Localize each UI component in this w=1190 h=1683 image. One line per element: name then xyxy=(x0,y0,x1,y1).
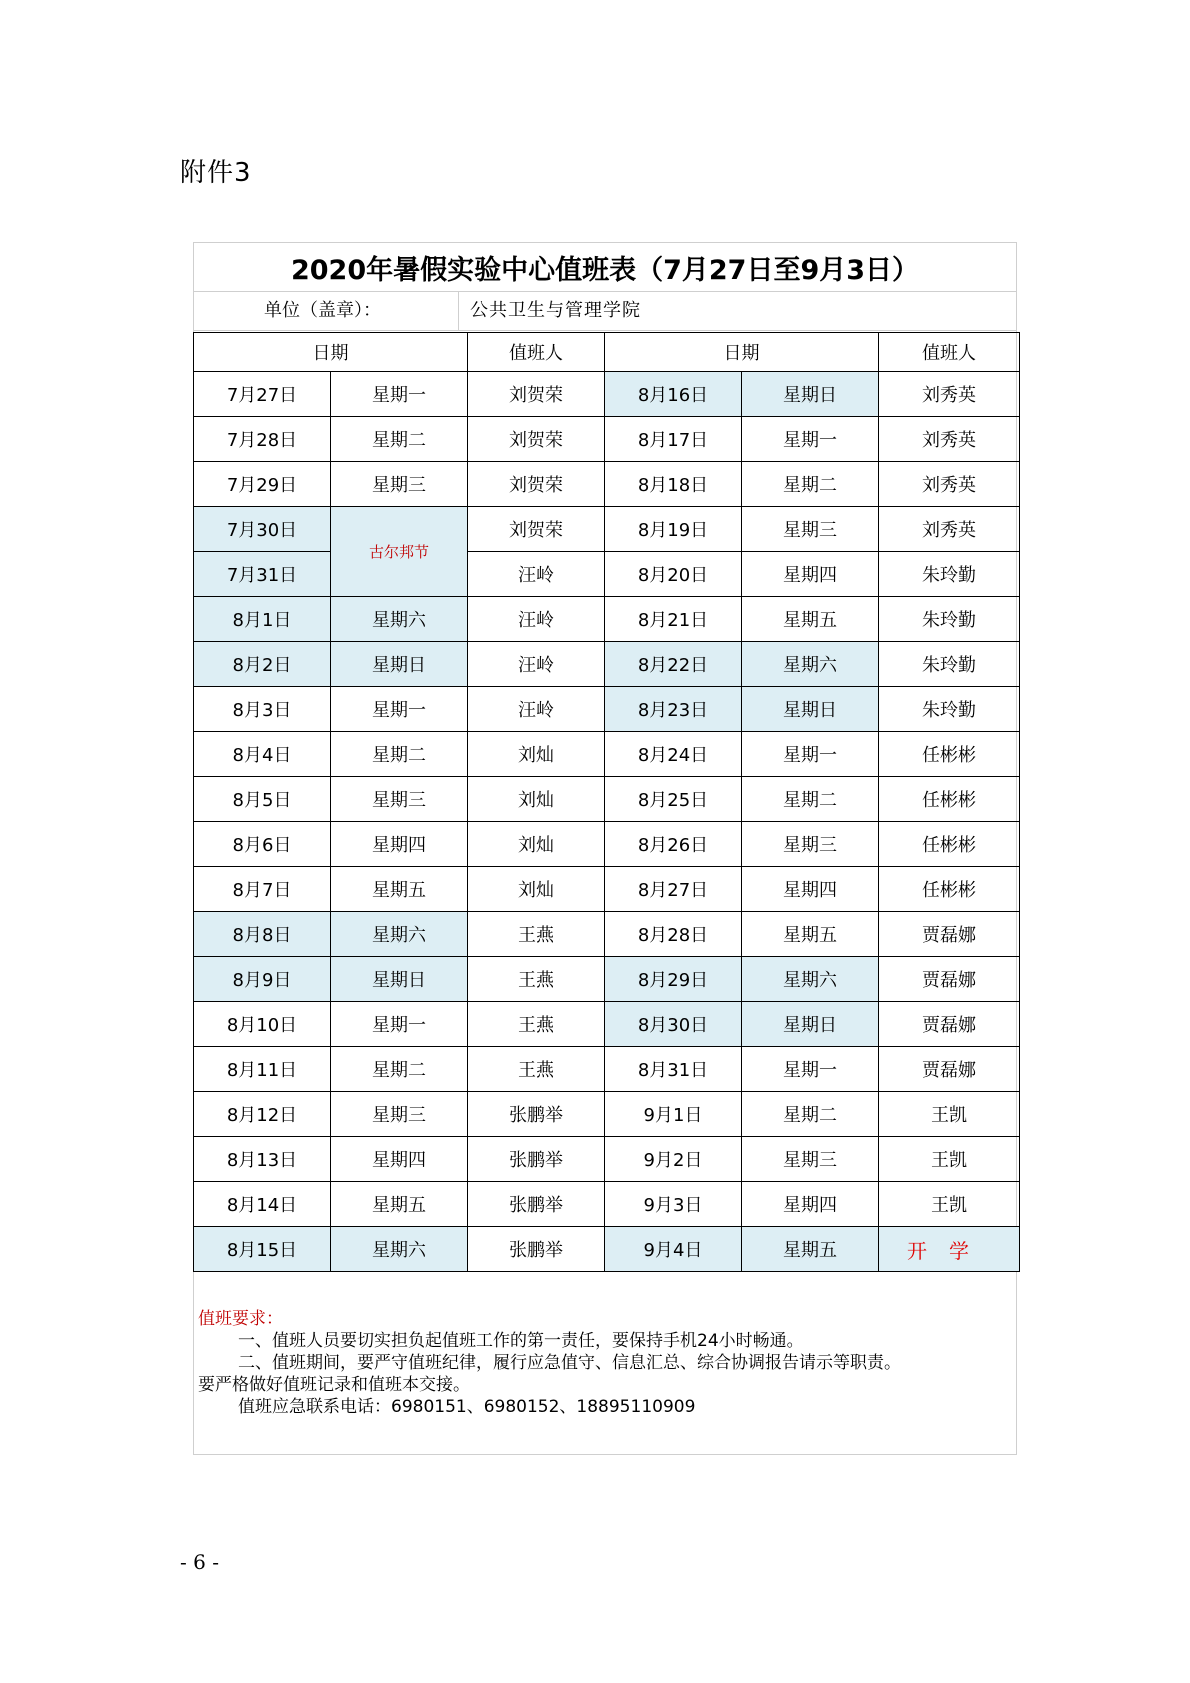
left-day-cell: 星期二 xyxy=(331,417,468,462)
right-date-cell: 8月27日 xyxy=(605,867,742,912)
duty-table xyxy=(193,332,1020,1272)
left-date-cell: 8月5日 xyxy=(194,777,331,822)
table-row xyxy=(194,777,1020,822)
right-day-cell: 星期三 xyxy=(742,822,879,867)
right-day-cell: 星期一 xyxy=(742,417,879,462)
right-date-cell: 9月3日 xyxy=(605,1182,742,1227)
right-day-cell: 星期四 xyxy=(742,867,879,912)
table-row xyxy=(194,642,1020,687)
requirement-line: 要严格做好值班记录和值班本交接。 xyxy=(198,1375,470,1395)
unit-divider xyxy=(458,292,459,330)
right-date-cell: 8月21日 xyxy=(605,597,742,642)
duty-sheet xyxy=(193,242,1017,1455)
right-person-cell: 贾磊娜 xyxy=(879,1002,1020,1047)
right-person-cell: 贾磊娜 xyxy=(879,1047,1020,1092)
right-person-cell: 任彬彬 xyxy=(879,822,1020,867)
left-day-cell: 星期一 xyxy=(331,1002,468,1047)
left-day-cell: 星期一 xyxy=(331,372,468,417)
right-day-cell: 星期五 xyxy=(742,1227,879,1272)
contact-phone-line: 值班应急联系电话：6980151、6980152、18895110909 xyxy=(238,1397,696,1417)
right-person-cell: 朱玲勤 xyxy=(879,552,1020,597)
left-date-cell: 8月3日 xyxy=(194,687,331,732)
left-date-cell: 8月7日 xyxy=(194,867,331,912)
left-person-cell: 王燕 xyxy=(468,912,605,957)
attachment-label: 附件3 xyxy=(180,158,252,188)
requirements-heading: 值班要求： xyxy=(198,1309,283,1329)
left-person-cell: 王燕 xyxy=(468,1002,605,1047)
table-row xyxy=(194,1092,1020,1137)
right-date-cell: 8月19日 xyxy=(605,507,742,552)
left-person-cell: 张鹏举 xyxy=(468,1137,605,1182)
unit-row xyxy=(194,292,1016,331)
table-row xyxy=(194,687,1020,732)
right-person-cell: 任彬彬 xyxy=(879,777,1020,822)
header-date-left: 日期 xyxy=(194,333,468,372)
table-row xyxy=(194,372,1020,417)
unit-value: 公共卫生与管理学院 xyxy=(470,300,641,321)
left-date-cell: 8月13日 xyxy=(194,1137,331,1182)
left-person-cell: 刘贺荣 xyxy=(468,462,605,507)
right-day-cell: 星期二 xyxy=(742,777,879,822)
right-person-cell: 刘秀英 xyxy=(879,507,1020,552)
right-day-cell: 星期二 xyxy=(742,462,879,507)
right-day-cell: 星期五 xyxy=(742,597,879,642)
left-person-cell: 汪岭 xyxy=(468,642,605,687)
table-row xyxy=(194,822,1020,867)
right-date-cell: 9月2日 xyxy=(605,1137,742,1182)
right-person-cell: 朱玲勤 xyxy=(879,687,1020,732)
table-row xyxy=(194,417,1020,462)
right-date-cell: 8月18日 xyxy=(605,462,742,507)
right-person-cell: 任彬彬 xyxy=(879,867,1020,912)
right-person-cell: 王凯 xyxy=(879,1092,1020,1137)
duty-requirements xyxy=(198,1308,1014,1418)
right-day-cell: 星期日 xyxy=(742,1002,879,1047)
left-date-cell: 8月2日 xyxy=(194,642,331,687)
right-day-cell: 星期六 xyxy=(742,957,879,1002)
right-date-cell: 8月22日 xyxy=(605,642,742,687)
holiday-cell: 古尔邦节 xyxy=(331,507,468,597)
table-row xyxy=(194,1137,1020,1182)
header-person-right: 值班人 xyxy=(879,333,1020,372)
left-person-cell: 刘贺荣 xyxy=(468,507,605,552)
left-person-cell: 张鹏举 xyxy=(468,1182,605,1227)
left-person-cell: 王燕 xyxy=(468,957,605,1002)
table-row xyxy=(194,1227,1020,1272)
right-day-cell: 星期三 xyxy=(742,507,879,552)
school-start-cell: 开学 xyxy=(879,1227,1020,1272)
table-row xyxy=(194,867,1020,912)
left-date-cell: 8月1日 xyxy=(194,597,331,642)
left-day-cell: 星期三 xyxy=(331,1092,468,1137)
right-person-cell: 刘秀英 xyxy=(879,372,1020,417)
left-date-cell: 8月15日 xyxy=(194,1227,331,1272)
table-row xyxy=(194,597,1020,642)
left-person-cell: 刘贺荣 xyxy=(468,417,605,462)
left-day-cell: 星期二 xyxy=(331,732,468,777)
left-date-cell: 8月9日 xyxy=(194,957,331,1002)
right-day-cell: 星期日 xyxy=(742,687,879,732)
left-day-cell: 星期二 xyxy=(331,1047,468,1092)
right-day-cell: 星期五 xyxy=(742,912,879,957)
left-person-cell: 王燕 xyxy=(468,1047,605,1092)
left-date-cell: 8月8日 xyxy=(194,912,331,957)
left-day-cell: 星期六 xyxy=(331,912,468,957)
right-day-cell: 星期六 xyxy=(742,642,879,687)
left-day-cell: 星期四 xyxy=(331,1137,468,1182)
table-row xyxy=(194,1182,1020,1227)
left-date-cell: 8月11日 xyxy=(194,1047,331,1092)
right-person-cell: 贾磊娜 xyxy=(879,957,1020,1002)
table-row xyxy=(194,462,1020,507)
left-person-cell: 汪岭 xyxy=(468,597,605,642)
left-person-cell: 刘灿 xyxy=(468,777,605,822)
right-person-cell: 刘秀英 xyxy=(879,462,1020,507)
right-date-cell: 8月30日 xyxy=(605,1002,742,1047)
right-person-cell: 贾磊娜 xyxy=(879,912,1020,957)
left-date-cell: 8月4日 xyxy=(194,732,331,777)
left-date-cell: 8月6日 xyxy=(194,822,331,867)
right-date-cell: 9月4日 xyxy=(605,1227,742,1272)
left-day-cell: 星期三 xyxy=(331,462,468,507)
left-date-cell: 7月28日 xyxy=(194,417,331,462)
right-date-cell: 8月24日 xyxy=(605,732,742,777)
left-person-cell: 刘贺荣 xyxy=(468,372,605,417)
left-person-cell: 汪岭 xyxy=(468,687,605,732)
header-date-right: 日期 xyxy=(605,333,879,372)
right-date-cell: 8月29日 xyxy=(605,957,742,1002)
right-date-cell: 8月20日 xyxy=(605,552,742,597)
left-date-cell: 7月29日 xyxy=(194,462,331,507)
right-day-cell: 星期一 xyxy=(742,1047,879,1092)
right-person-cell: 任彬彬 xyxy=(879,732,1020,777)
right-day-cell: 星期三 xyxy=(742,1137,879,1182)
right-day-cell: 星期日 xyxy=(742,372,879,417)
table-row xyxy=(194,732,1020,777)
left-day-cell: 星期六 xyxy=(331,1227,468,1272)
right-person-cell: 王凯 xyxy=(879,1137,1020,1182)
left-date-cell: 8月12日 xyxy=(194,1092,331,1137)
right-date-cell: 8月31日 xyxy=(605,1047,742,1092)
table-row xyxy=(194,1047,1020,1092)
right-date-cell: 8月28日 xyxy=(605,912,742,957)
table-header-row xyxy=(194,333,1020,372)
requirement-line: 二、值班期间，要严守值班纪律，履行应急值守、信息汇总、综合协调报告请示等职责。 xyxy=(238,1353,901,1373)
left-date-cell: 7月31日 xyxy=(194,552,331,597)
left-date-cell: 7月27日 xyxy=(194,372,331,417)
right-person-cell: 刘秀英 xyxy=(879,417,1020,462)
table-row xyxy=(194,957,1020,1002)
right-date-cell: 8月17日 xyxy=(605,417,742,462)
right-person-cell: 王凯 xyxy=(879,1182,1020,1227)
requirement-line: 一、值班人员要切实担负起值班工作的第一责任，要保持手机24小时畅通。 xyxy=(238,1331,804,1351)
left-day-cell: 星期一 xyxy=(331,687,468,732)
left-person-cell: 刘灿 xyxy=(468,867,605,912)
page-title: 2020年暑假实验中心值班表（7月27日至9月3日） xyxy=(194,243,1016,292)
right-day-cell: 星期二 xyxy=(742,1092,879,1137)
right-date-cell: 9月1日 xyxy=(605,1092,742,1137)
left-person-cell: 刘灿 xyxy=(468,732,605,777)
right-day-cell: 星期一 xyxy=(742,732,879,777)
table-row xyxy=(194,1002,1020,1047)
right-date-cell: 8月23日 xyxy=(605,687,742,732)
left-date-cell: 8月10日 xyxy=(194,1002,331,1047)
left-day-cell: 星期六 xyxy=(331,597,468,642)
page-number: - 6 - xyxy=(180,1550,219,1574)
left-day-cell: 星期五 xyxy=(331,1182,468,1227)
right-date-cell: 8月25日 xyxy=(605,777,742,822)
left-date-cell: 7月30日 xyxy=(194,507,331,552)
right-day-cell: 星期四 xyxy=(742,552,879,597)
left-person-cell: 张鹏举 xyxy=(468,1227,605,1272)
table-row xyxy=(194,912,1020,957)
left-person-cell: 张鹏举 xyxy=(468,1092,605,1137)
right-person-cell: 朱玲勤 xyxy=(879,642,1020,687)
left-day-cell: 星期四 xyxy=(331,822,468,867)
left-day-cell: 星期五 xyxy=(331,867,468,912)
left-day-cell: 星期日 xyxy=(331,957,468,1002)
unit-label: 单位（盖章）： xyxy=(264,300,381,321)
right-date-cell: 8月16日 xyxy=(605,372,742,417)
right-date-cell: 8月26日 xyxy=(605,822,742,867)
left-day-cell: 星期日 xyxy=(331,642,468,687)
header-person-left: 值班人 xyxy=(468,333,605,372)
left-person-cell: 刘灿 xyxy=(468,822,605,867)
left-person-cell: 汪岭 xyxy=(468,552,605,597)
table-row xyxy=(194,507,1020,552)
right-person-cell: 朱玲勤 xyxy=(879,597,1020,642)
right-day-cell: 星期四 xyxy=(742,1182,879,1227)
left-day-cell: 星期三 xyxy=(331,777,468,822)
left-date-cell: 8月14日 xyxy=(194,1182,331,1227)
table-row xyxy=(194,552,1020,597)
